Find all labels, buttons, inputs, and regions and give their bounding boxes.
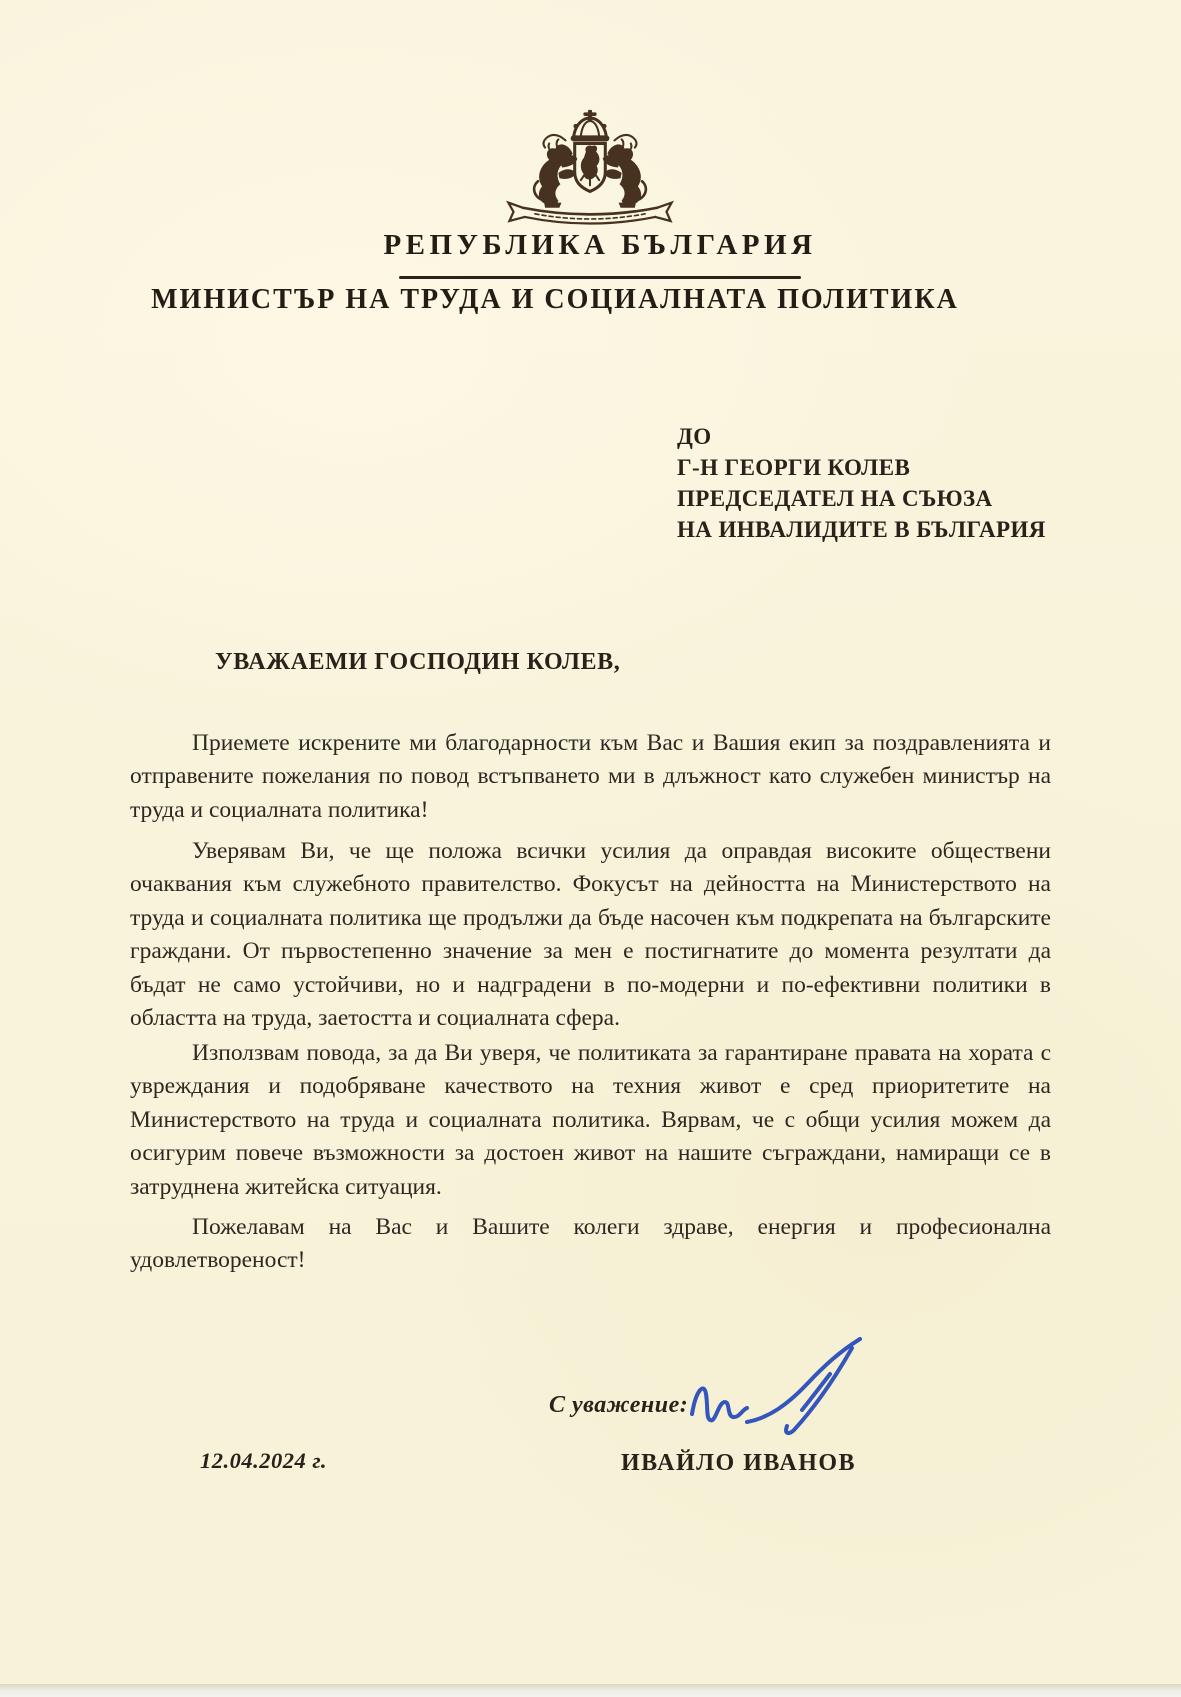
recipient-block [677,421,1046,545]
paragraph-disability-policy: Използвам повода, за да Ви уверя, че политиката за гарантиране правата на хората с увреждания и подобряване качеството на техния живот е сред приоритетите на Министерството на труда и социалната политика. Вярвам, че с общи усилия можем да осигурим повече възможности за достоен живот на нашите съграждани, намиращи се в затруднена житейска ситуация. [130,1039,1051,1200]
signatory-name: ИВАЙЛО ИВАНОВ [621,1450,857,1476]
paragraph-commitment: Уверявам Ви, че ще положа всички усилия да оправдая високите обществени очаквания към служебното правителство. Фокусът на дейността на Министерството на труда и социалната политика ще продължи да бъде насочен към подкрепата на българските граждани. От първостепенно значение за мен е постигнатите до момента резултати да бъдат не само устойчиви, но и надградени в по-модерни и по-ефективни политики в областта на труда, заетостта и социалната сфера. [130,837,1051,1031]
salutation: УВАЖАЕМИ ГОСПОДИН КОЛЕВ, [215,649,621,675]
signature [684,1330,880,1448]
recipient-line-name: Г-Н ГЕОРГИ КОЛЕВ [677,455,911,480]
recipient-line-title-2: НА ИНВАЛИДИТЕ В БЪЛГАРИЯ [677,517,1046,542]
coat-of-arms-icon [488,108,692,232]
ministry-title: МИНИСТЪР НА ТРУДА И СОЦИАЛНАТА ПОЛИТИКА [151,284,959,315]
letter-date: 12.04.2024 г. [200,1448,328,1473]
recipient-line-to: ДО [677,424,712,449]
scan-edge-artifact [0,1684,1181,1697]
header-divider [399,276,801,279]
recipient-line-title-1: ПРЕДСЕДАТЕЛ НА СЪЮЗА [677,486,993,511]
republic-title: РЕПУБЛИКА БЪЛГАРИЯ [383,229,817,261]
paragraph-thanks: Приемете искрените ми благодарности към Вас и Вашия екип за поздравленията и отправените пожелания по повод встъпването ми в длъжност като служебен министър на труда и социалната политика! [130,729,1051,823]
closing-label: С уважение: [549,1392,689,1418]
paragraph-wishes: Пожелавам на Вас и Вашите колеги здраве, енергия и професионална удовлетвореност! [130,1213,1051,1273]
